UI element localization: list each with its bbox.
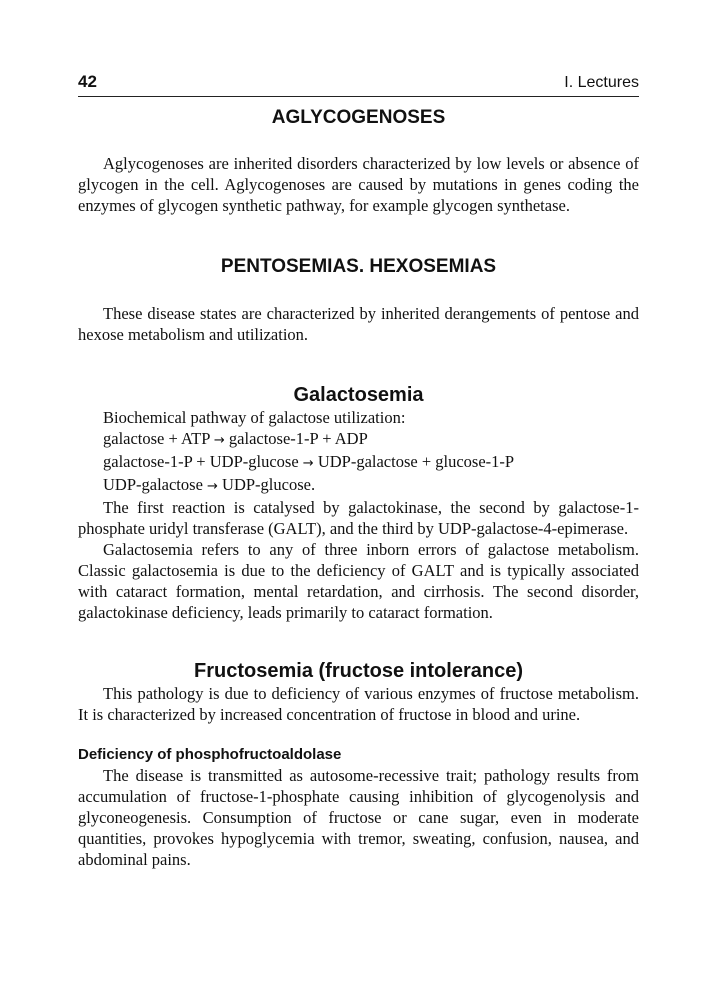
paragraph-galactosemia-disorders: Galactosemia refers to any of three inborn errors of galactose metabolism. Classic galactosemia is due to the deficiency of GALT and is typically associated with cataract formation, mental retardation, and cirrhosis. The second disorder, galactokinase deficiency, leads primarily to cataract formation. bbox=[78, 540, 639, 622]
reaction-line-2 bbox=[78, 451, 639, 474]
reaction-2-left: galactose-1-P + UDP-glucose bbox=[103, 452, 299, 471]
paragraph-fructosemia: This pathology is due to deficiency of various enzymes of fructose metabolism. It is characterized by increased concentration of fructose in blood and urine. bbox=[78, 684, 639, 724]
paragraph-galactose-pathway-intro: Biochemical pathway of galactose utilization: bbox=[103, 408, 406, 427]
reaction-2-right: UDP-galactose + glucose-1-P bbox=[317, 452, 515, 471]
paragraph-phosphofructoaldolase: The disease is transmitted as autosome-recessive trait; pathology results from accumulation of fructose-1-phosphate causing inhibition of glycogenolysis and glyconeogenesis. Consumption of fructose or cane sugar, even in moderate quantities, provokes hypoglycemia with tremor, sweating, confusion, nausea, and abdominal pains. bbox=[78, 766, 639, 869]
reaction-3-left: UDP-galactose bbox=[103, 475, 203, 494]
subsection-title-fructosemia: Fructosemia (fructose intolerance) bbox=[194, 660, 523, 682]
page-number: 42 bbox=[78, 72, 97, 91]
paragraph-pentosemias: These disease states are characterized by inherited derangements of pentose and hexose metabolism and utilization. bbox=[78, 304, 639, 344]
running-head: I. Lectures bbox=[564, 74, 639, 91]
subsection-title-galactosemia: Galactosemia bbox=[293, 384, 424, 406]
page-content bbox=[78, 104, 639, 870]
section-title-aglycogenoses: AGLYCOGENOSES bbox=[271, 107, 446, 128]
subsection-title-phosphofructoaldolase: Deficiency of phosphofructoaldolase bbox=[78, 746, 342, 763]
reaction-3-right: UDP-glucose. bbox=[222, 475, 316, 494]
paragraph-aglycogenoses: Aglycogenoses are inherited disorders characterized by low levels or absence of glycogen in the cell. Aglycogenoses are caused by mutations in genes coding the enzymes of glycogen synthetic pathway, for example glycogen synthetase. bbox=[78, 154, 639, 215]
header-rule bbox=[78, 96, 639, 97]
reaction-1-left: galactose + ATP bbox=[103, 429, 210, 448]
reaction-line-1 bbox=[78, 428, 639, 451]
reaction-line-3 bbox=[78, 474, 639, 497]
right-arrow-icon: → bbox=[302, 456, 314, 471]
right-arrow-icon: → bbox=[213, 433, 225, 448]
section-title-pentosemias: PENTOSEMIAS. HEXOSEMIAS bbox=[220, 256, 497, 277]
reaction-1-right: galactose-1-P + ADP bbox=[228, 429, 368, 448]
paragraph-galactosemia-enzymes: The first reaction is catalysed by galactokinase, the second by galactose-1-phosphate uridyl transferase (GALT), and the third by UDP-galactose-4-epimerase. bbox=[78, 498, 639, 538]
page-header bbox=[78, 72, 639, 92]
right-arrow-icon: → bbox=[207, 479, 218, 494]
